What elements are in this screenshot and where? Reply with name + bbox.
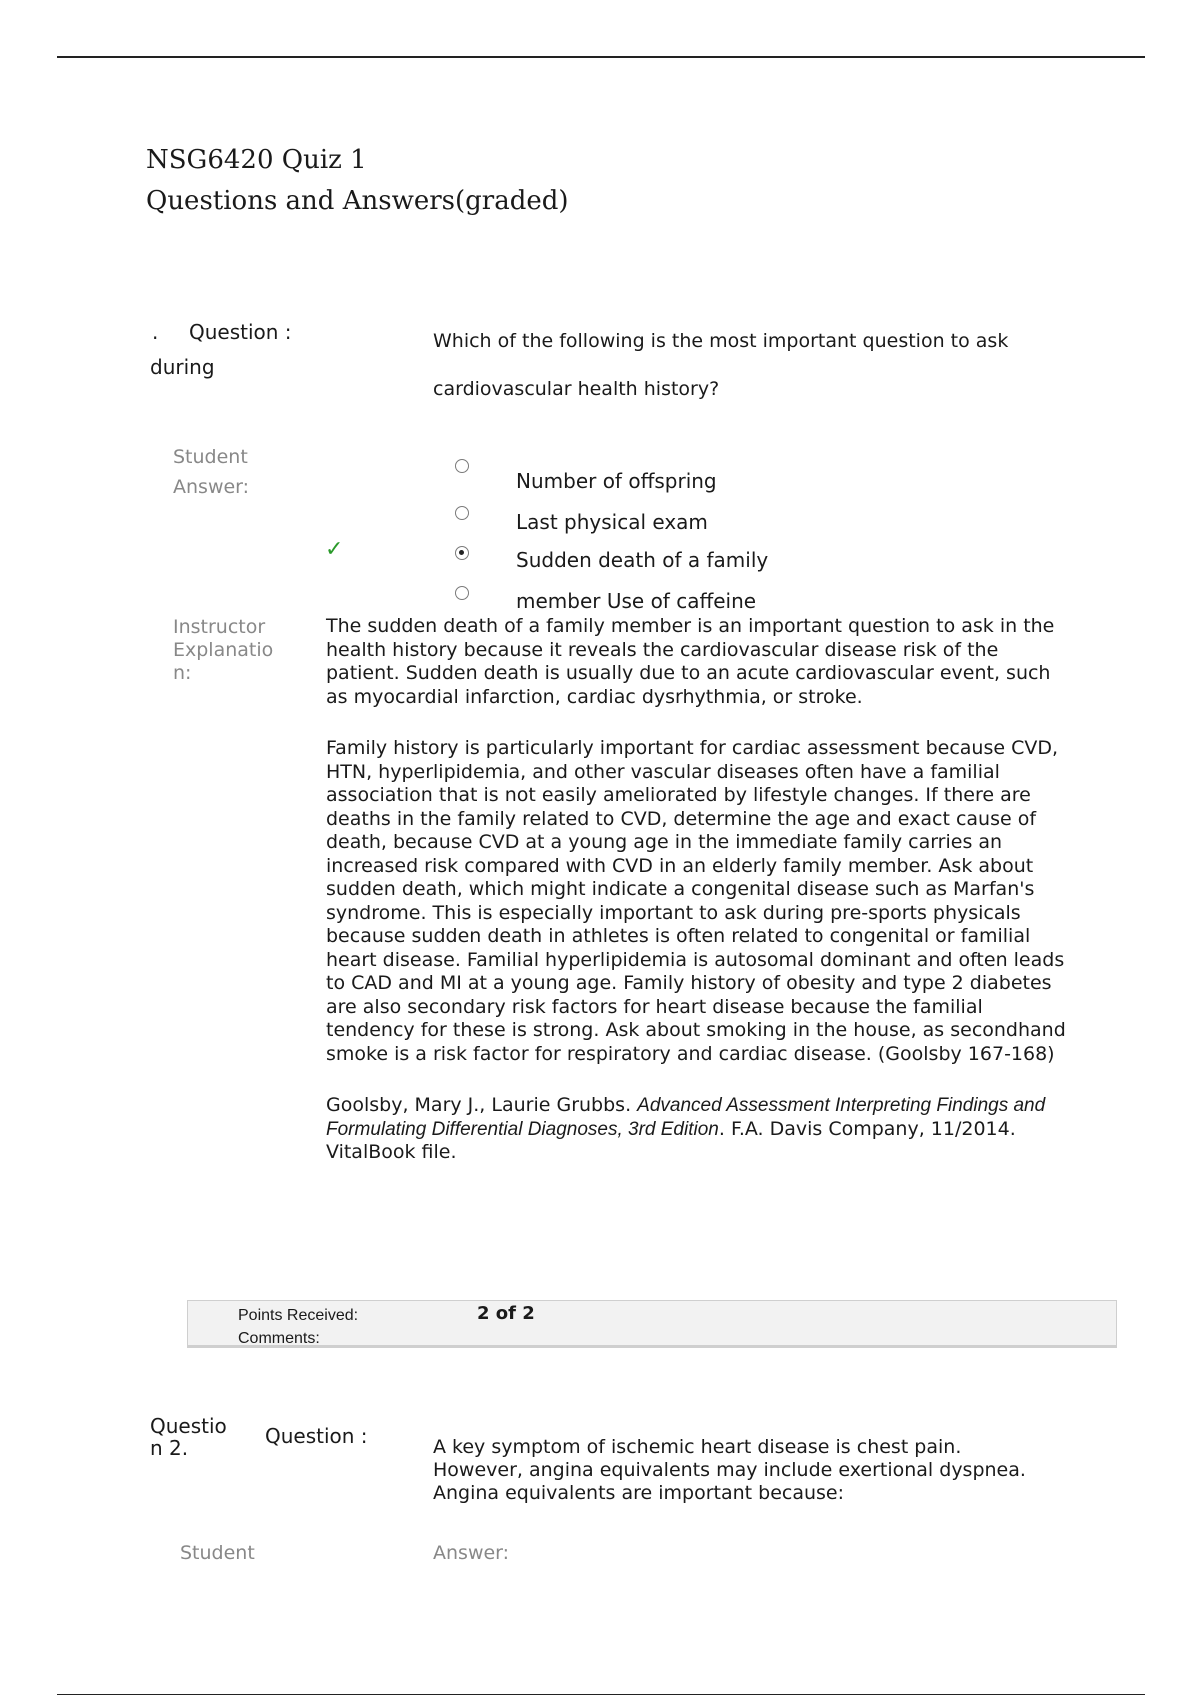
student-answer-label-line1: Student (173, 446, 248, 468)
question-2-student-label: Student (180, 1542, 255, 1564)
student-answer-label-line2: Answer: (173, 476, 250, 498)
answer-option-2-label: Last physical exam (516, 510, 708, 534)
question-1-text-line1: Which of the following is the most important question to ask (433, 330, 1009, 352)
document-title: NSG6420 Quiz 1 (146, 145, 367, 175)
comments-label: Comments: (238, 1330, 320, 1347)
question-1-text-line2: cardiovascular health history? (433, 378, 720, 400)
question-1-marker: . (152, 320, 159, 344)
bottom-rule (57, 1694, 1145, 1695)
instructor-explanation-label: Instructor Explanatio n: (173, 616, 274, 684)
answer-option-3-label: Sudden death of a family (516, 548, 769, 572)
answer-option-4-radio[interactable] (455, 586, 469, 600)
answer-option-1-label: Number of offspring (516, 469, 717, 493)
top-rule (57, 56, 1145, 58)
question-2-label: Question : (265, 1424, 368, 1448)
question-1-label-cont: during (150, 355, 215, 379)
citation-authors: Goolsby, Mary J., Laurie Grubbs. (326, 1094, 638, 1116)
answer-option-2-radio[interactable] (455, 506, 469, 520)
points-received-label: Points Received: (238, 1307, 359, 1324)
explanation-paragraph-1: The sudden death of a family member is an important question to ask in the health history because it reveals the cardiovascular disease risk of the patient. Sudden death is usually due to an acute cardiovascular event, such as myocardial infarction, cardiac dysrhythmia, or stroke. (326, 615, 1055, 708)
answer-option-1-radio[interactable] (455, 459, 469, 473)
citation (326, 1094, 1066, 1165)
correct-check-icon: ✓ (325, 537, 344, 562)
answer-option-4-label: member Use of caffeine (516, 589, 757, 613)
instructor-explanation (326, 615, 1066, 1165)
question-2-number: Questio n 2. (150, 1414, 227, 1460)
question-1-label: Question : (189, 320, 292, 344)
document-subtitle: Questions and Answers(graded) (146, 186, 569, 216)
question-2-text: A key symptom of ischemic heart disease is chest pain. However, angina equivalents may include exertional dyspnea. Angina equivalents are important because: (433, 1436, 1026, 1504)
explanation-paragraph-2: Family history is particularly important for cardiac assessment because CVD, HTN, hyperlipidemia, and other vascular diseases often have a familial association that is not easily ameliorated by lifestyle changes. If there are deaths in the family related to CVD, determine the age and exact cause of death, because CVD at a young age in the immediate family carries an increased risk compared with CVD in an elderly family member. Ask about sudden death, which might indicate a congenital disease such as Marfan's syndrome. This is especially important to ask during pre-sports physicals because sudden death in athletes is often related to congenital or familial heart disease. Familial hyperlipidemia is autosomal dominant and often leads to CAD and MI at a young age. Family history of obesity and type 2 diabetes are also secondary risk factors for heart disease because the familial tendency for these is strong. Ask about smoking in the house, as secondhand smoke is a risk factor for respiratory and cardiac disease. (Goolsby 167-168) (326, 737, 1066, 1065)
citation-publisher: . F.A. Davis Company, 11/2014. (718, 1117, 1016, 1140)
answer-option-3-radio[interactable] (455, 546, 469, 560)
points-received-value: 2 of 2 (477, 1303, 535, 1324)
question-2-answer-label: Answer: (433, 1542, 510, 1564)
citation-title: Advanced Assessment Interpreting Findings and Formulating Differential Diagnoses, 3rd Edition (326, 1095, 1046, 1140)
citation-format: VitalBook file. (326, 1141, 457, 1163)
points-summary-box (187, 1300, 1117, 1348)
